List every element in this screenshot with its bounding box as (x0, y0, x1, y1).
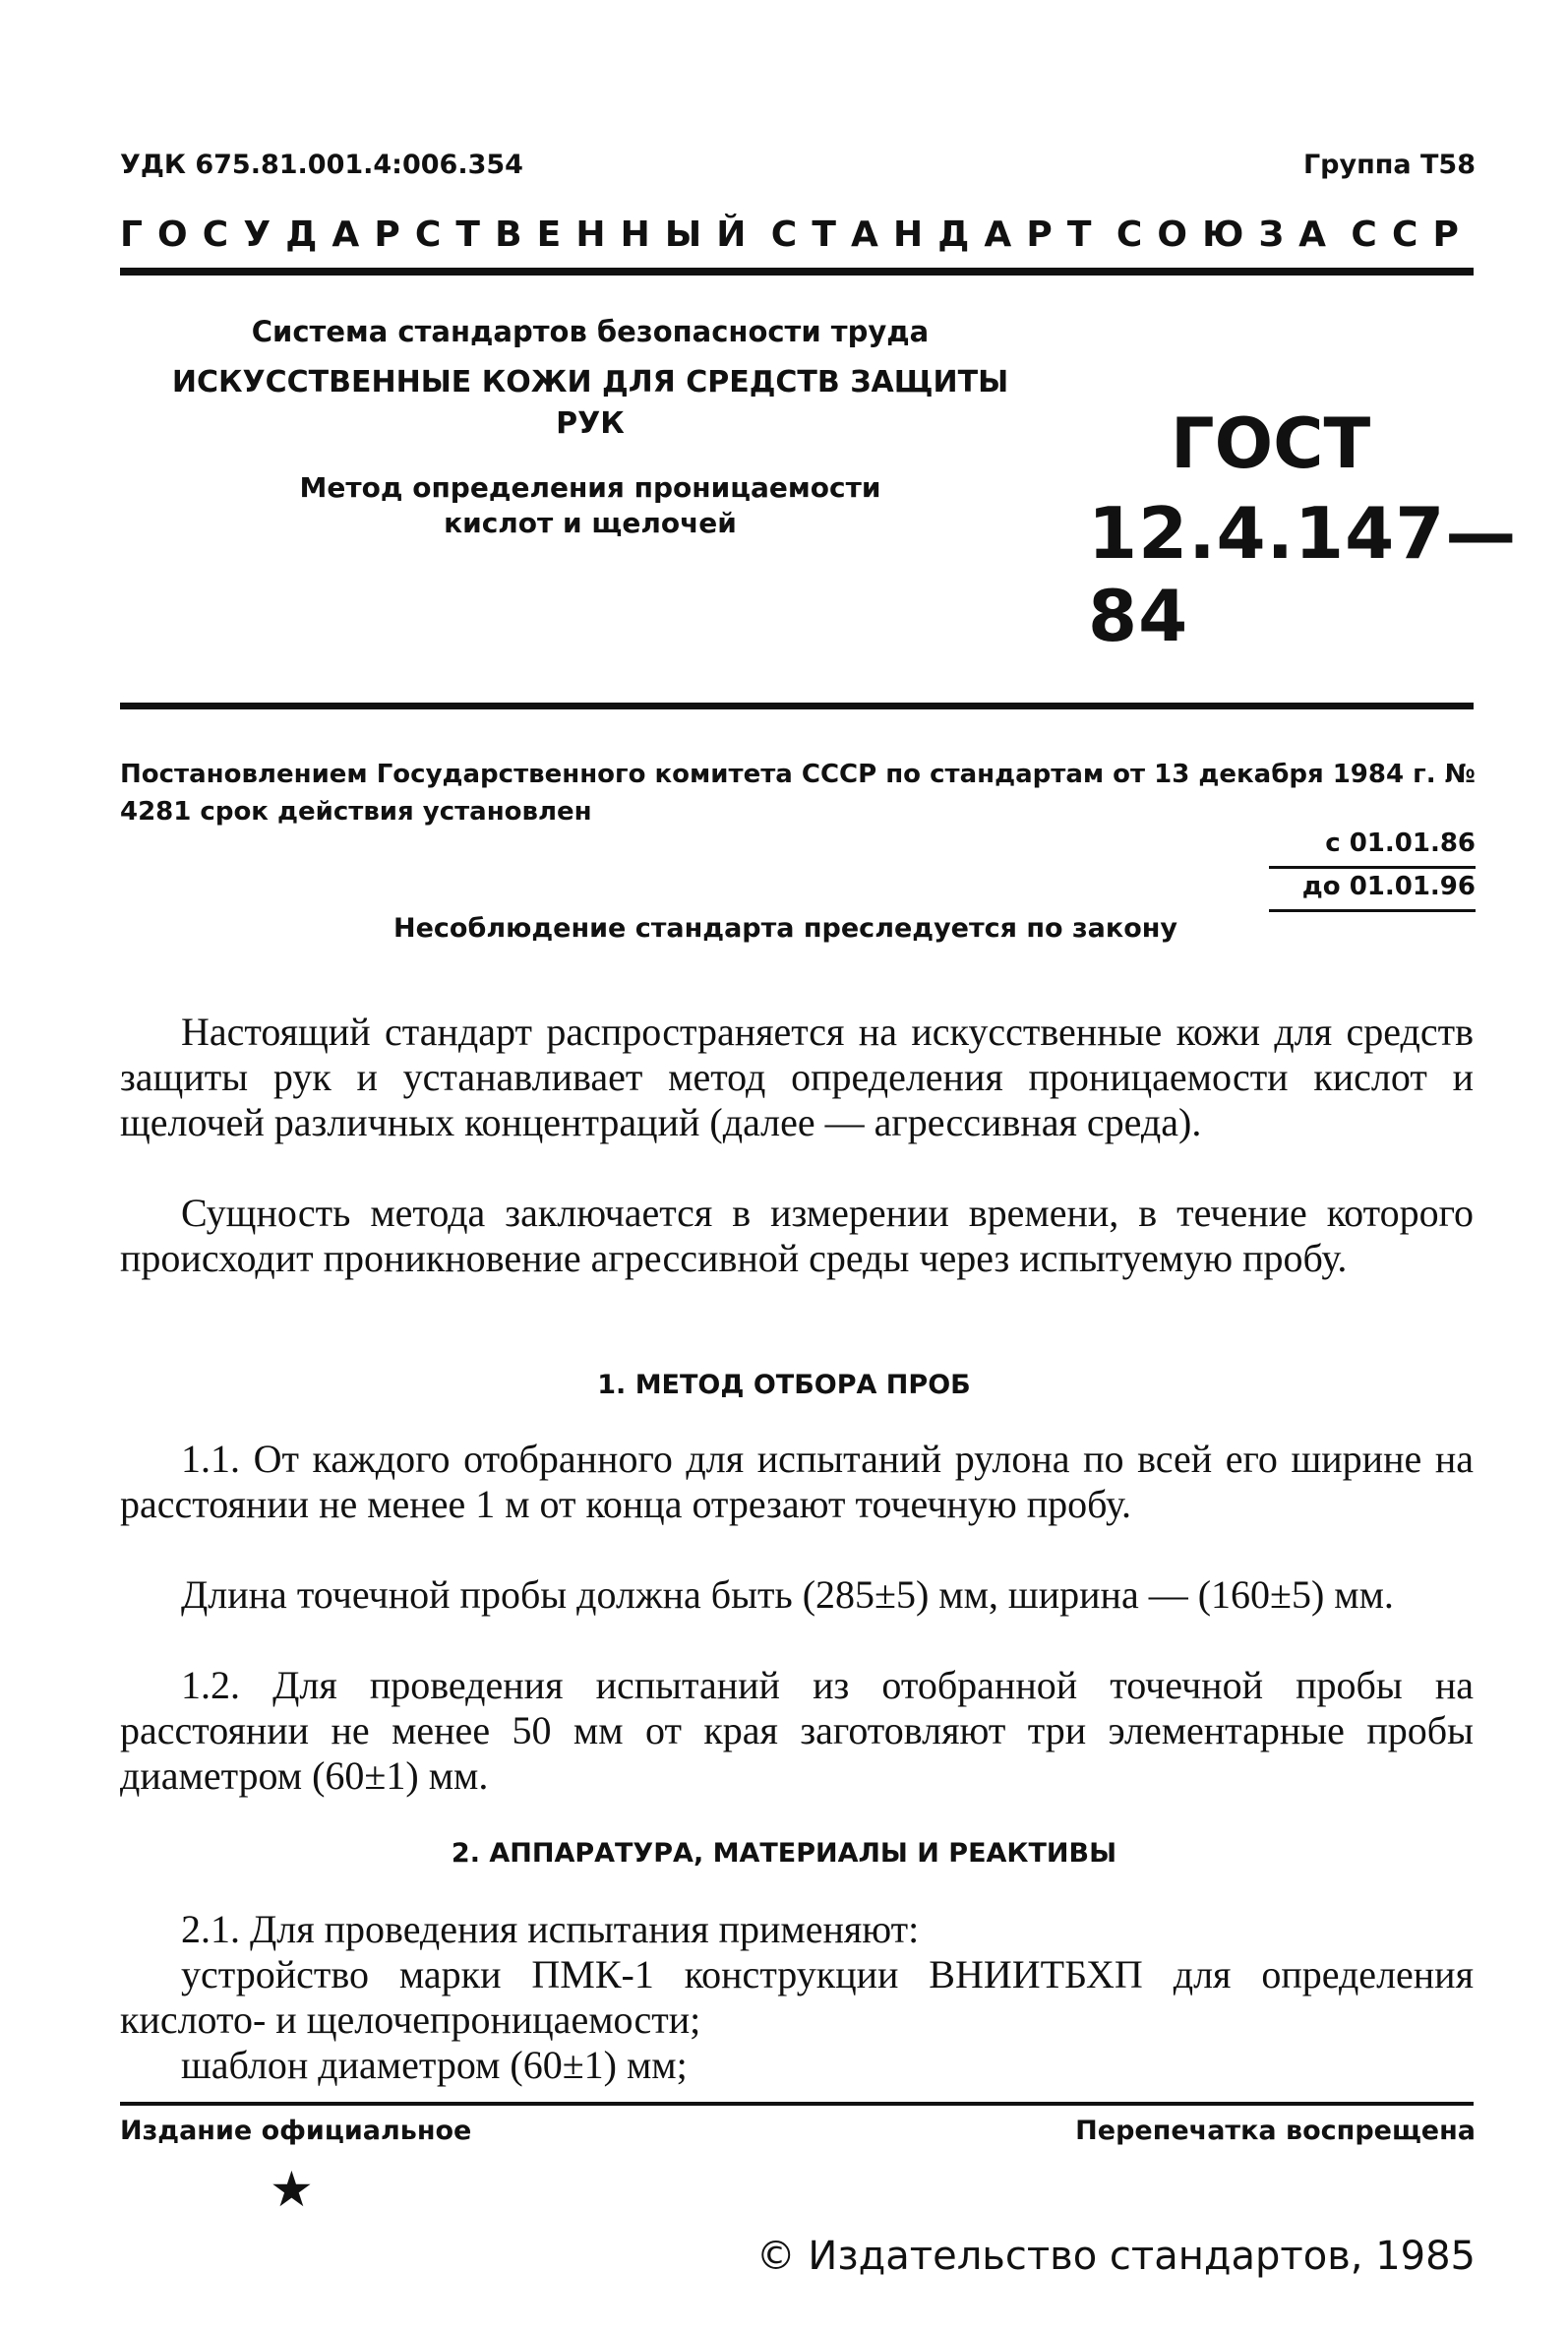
gost-number: 12.4.147—84 (1088, 492, 1518, 657)
state-standard-banner (120, 215, 1474, 255)
footer-rule (120, 2102, 1474, 2106)
section-paragraph: 1.2. Для проведения испытаний из отобранной точечной пробы на расстоянии не менее 50 мм от края заготовляют три элементарные пробы диаметром (60±1) мм. (120, 1663, 1474, 1798)
header-rule (120, 268, 1474, 276)
validity-from: с 01.01.86 (1325, 829, 1476, 858)
banner-word: СОЮЗА (1116, 215, 1342, 255)
section-heading: 1. МЕТОД ОТБОРА ПРОБ (597, 1370, 971, 1400)
reprint-prohibited: Перепечатка воспрещена (1075, 2116, 1476, 2146)
validity-to: до 01.01.96 (1301, 872, 1476, 901)
banner-word: ССР (1351, 215, 1474, 255)
section-paragraph: 1.1. От каждого отобранного для испытаний рулона по всей его ширине на расстоянии не менее 1 м от конца отрезают точечную пробу. (120, 1437, 1474, 1526)
banner-word: СТАНДАРТ (770, 215, 1107, 255)
official-edition: Издание официальное (120, 2116, 472, 2146)
legal-notice: Несоблюдение стандарта преследуется по закону (393, 913, 1178, 944)
system-title: Система стандартов безопасности труда (251, 315, 930, 348)
section-paragraph: 2.1. Для проведения испытания применяют: (181, 1907, 920, 1951)
title-block (148, 315, 1033, 541)
section-paragraph: устройство марки ПМК-1 конструкции ВНИИТБХП для определения кислото- и щелочепроницаемости; (120, 1952, 1474, 2042)
star-icon: ★ (270, 2161, 314, 2218)
group-code: Группа Т58 (1302, 150, 1476, 180)
banner-word: ГОСУДАРСТВЕННЫЙ (120, 215, 761, 255)
document-title-line: ИСКУССТВЕННЫЕ КОЖИ ДЛЯ СРЕДСТВ ЗАЩИТЫ (171, 365, 1009, 399)
date-rule (1269, 866, 1476, 869)
intro-paragraph: Настоящий стандарт распространяется на искусственные кожи для средств защиты рук и устанавливает метод определения проницаемости кислот и щелочей различных концентраций (далее — агрессивная среда). (120, 1010, 1474, 1144)
date-rule (1269, 909, 1476, 912)
document-subtitle (148, 470, 1033, 541)
section-heading: 2. АППАРАТУРА, МАТЕРИАЛЫ И РЕАКТИВЫ (451, 1838, 1117, 1869)
subtitle-line: кислот и щелочей (444, 507, 737, 539)
title-rule (120, 703, 1474, 709)
document-title-line: РУК (556, 406, 625, 441)
decree-text: Постановлением Государственного комитета СССР по стандартам от 13 декабря 1984 г. № 4281 срок действия установлен (120, 760, 1476, 827)
copyright: © Издательство стандартов, 1985 (755, 2234, 1476, 2279)
section-paragraph: Длина точечной пробы должна быть (285±5) мм, ширина — (160±5) мм. (181, 1572, 1394, 1617)
gost-label: ГОСТ (1171, 403, 1371, 484)
udk-code: УДК 675.81.001.4:006.354 (120, 150, 523, 180)
intro-paragraph: Сущность метода заключается в измерении времени, в течение которого происходит проникновение агрессивной среды через испытуемую пробу. (120, 1191, 1474, 1280)
subtitle-line: Метод определения проницаемости (299, 471, 881, 504)
section-paragraph: шаблон диаметром (60±1) мм; (181, 2043, 688, 2087)
